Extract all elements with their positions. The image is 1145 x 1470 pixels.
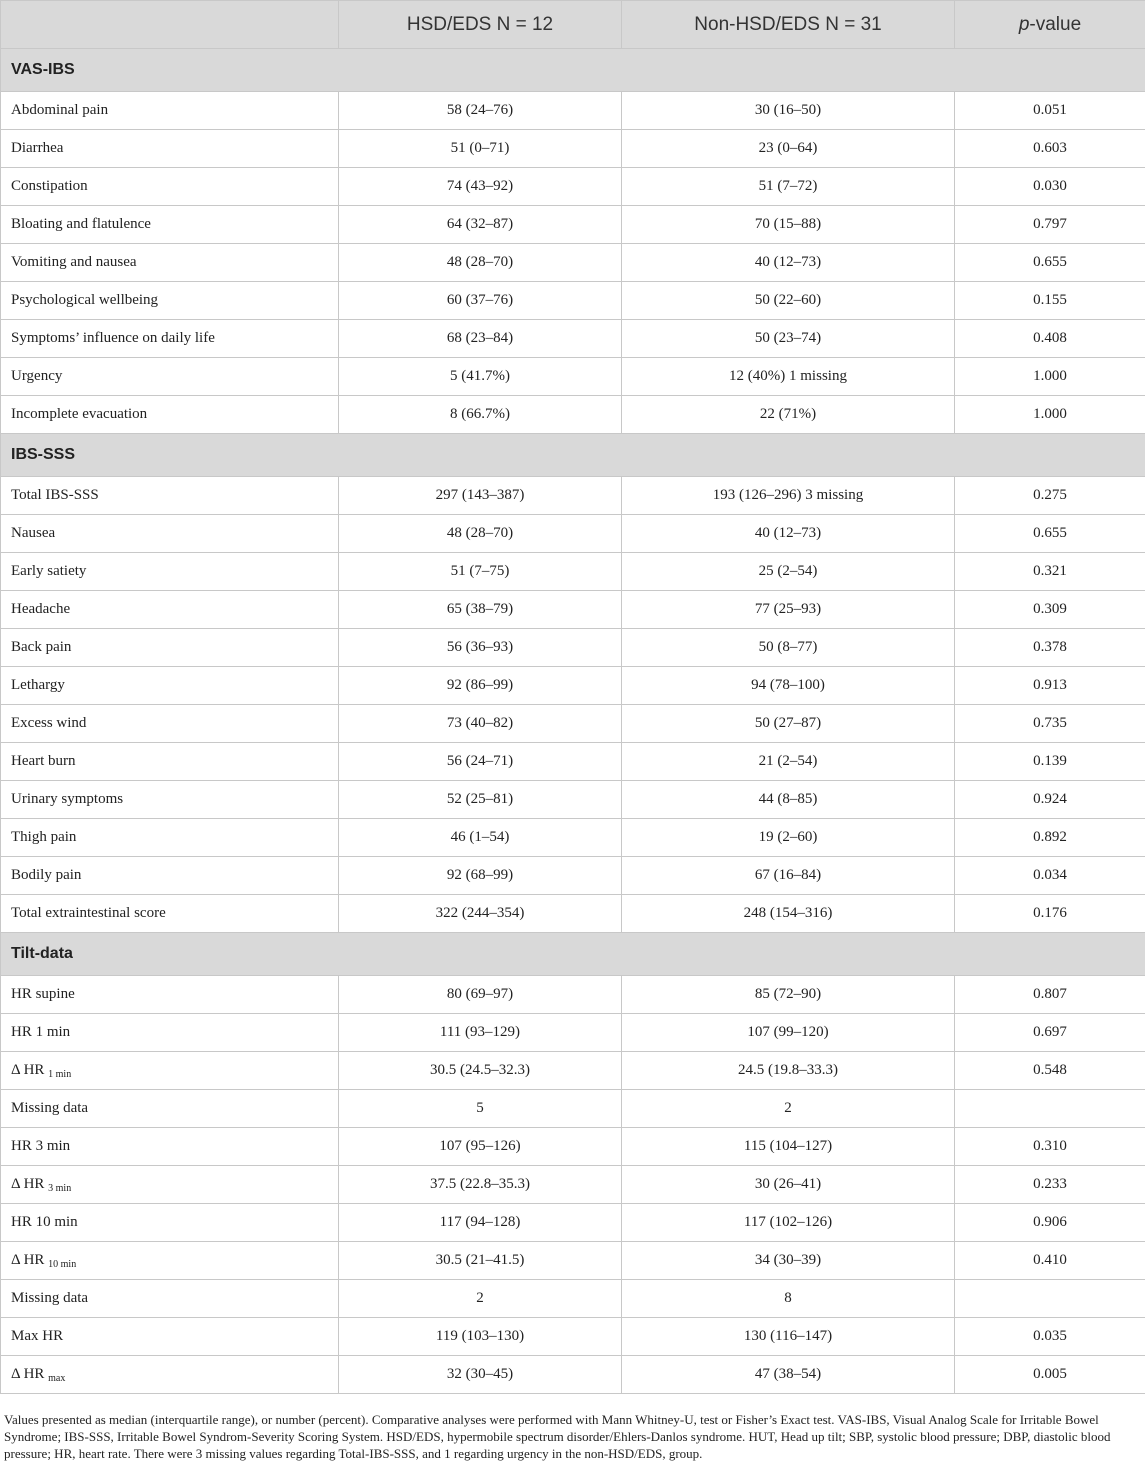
non-hsd-eds-value: 85 (72–90) [622,976,955,1014]
non-hsd-eds-value: 40 (12–73) [622,244,955,282]
table-footnote: Values presented as median (interquartile range), or number (percent). Comparative analyses were performed with Mann Whitney-U, test or Fisher’s Exact test. VAS-IBS, Visual Analog Scale for Irritable Bowel Syndrome; IBS-SSS, Irritable Bowel Syndrom-Severity Scoring System. HSD/EDS, hypermobile spectrum disorder/Ehlers-Danlos syndrome. HUT, Head up tilt; SBP, systolic blood pressure; DBP, diastolic blood pressure; HR, heart rate. There were 3 missing values regarding Total-IBS-SSS, and 1 regarding urgency in the non-HSD/EDS, group. [4,1412,1111,1461]
row-label-text: Δ HR [11,1365,45,1382]
p-value: 0.892 [955,819,1145,857]
row-label-text: Total extraintestinal score [11,905,166,921]
section-header-row [1,49,1145,92]
hsd-eds-value: 37.5 (22.8–35.3) [339,1166,622,1204]
row-label-text: Max HR [11,1328,64,1344]
p-value: 0.275 [955,477,1145,515]
row-label-text: Total IBS-SSS [11,487,99,503]
row-label [1,244,339,282]
table-row [1,1014,1145,1052]
row-label-text: Symptoms’ influence on daily life [11,330,215,346]
table-row [1,667,1145,705]
p-value: 0.310 [955,1128,1145,1166]
table-row [1,244,1145,282]
row-label-text: Headache [11,601,71,617]
hsd-eds-value: 2 [339,1280,622,1318]
hsd-eds-value: 74 (43–92) [339,168,622,206]
row-label [1,591,339,629]
table-row [1,1280,1145,1318]
hsd-eds-value: 64 (32–87) [339,206,622,244]
non-hsd-eds-value: 50 (22–60) [622,282,955,320]
p-value: 0.735 [955,705,1145,743]
p-value: 0.697 [955,1014,1145,1052]
table-row [1,819,1145,857]
row-label [1,705,339,743]
p-value: 0.051 [955,92,1145,130]
p-value: 0.321 [955,553,1145,591]
p-value: 1.000 [955,358,1145,396]
table-row [1,358,1145,396]
table-row [1,895,1145,933]
p-value: 0.655 [955,515,1145,553]
non-hsd-eds-value: 2 [622,1090,955,1128]
row-label-text: Incomplete evacuation [11,406,148,422]
non-hsd-eds-value: 12 (40%) 1 missing [622,358,955,396]
hsd-eds-value: 65 (38–79) [339,591,622,629]
row-label [1,206,339,244]
row-label [1,1280,339,1318]
non-hsd-eds-value: 21 (2–54) [622,743,955,781]
table-row [1,591,1145,629]
p-value: 0.924 [955,781,1145,819]
p-value: 0.005 [955,1356,1145,1394]
hsd-eds-value: 5 [339,1090,622,1128]
hsd-eds-value: 32 (30–45) [339,1356,622,1394]
row-label-text: Back pain [11,639,72,655]
table-row [1,477,1145,515]
p-value: 0.233 [955,1166,1145,1204]
p-italic: p [1018,13,1030,35]
row-label-text: Bloating and flatulence [11,216,151,232]
table-row [1,515,1145,553]
hsd-eds-value: 8 (66.7%) [339,396,622,434]
section-title: Tilt-data [1,933,1145,976]
hsd-eds-value: 46 (1–54) [339,819,622,857]
table-row [1,1090,1145,1128]
table-row [1,1242,1145,1280]
row-label-subscript: 10 min [48,1258,77,1270]
non-hsd-eds-value: 34 (30–39) [622,1242,955,1280]
row-label [1,1090,339,1128]
non-hsd-eds-value: 50 (23–74) [622,320,955,358]
non-hsd-eds-value: 193 (126–296) 3 missing [622,477,955,515]
table-row [1,743,1145,781]
hsd-eds-value: 117 (94–128) [339,1204,622,1242]
p-value: 0.913 [955,667,1145,705]
non-hsd-eds-value: 22 (71%) [622,396,955,434]
p-value: 0.030 [955,168,1145,206]
section-header-row [1,434,1145,477]
hsd-eds-value: 92 (68–99) [339,857,622,895]
p-value: 0.906 [955,1204,1145,1242]
row-label-text: Early satiety [11,563,87,579]
header-row [1,1,1145,49]
p-value: 0.408 [955,320,1145,358]
row-label [1,857,339,895]
hsd-eds-value: 80 (69–97) [339,976,622,1014]
row-label [1,819,339,857]
p-value: 0.139 [955,743,1145,781]
table-row [1,781,1145,819]
row-label-text: Urinary symptoms [11,791,124,807]
p-value: 0.410 [955,1242,1145,1280]
row-label-text: Δ HR [11,1061,45,1078]
hsd-eds-value: 92 (86–99) [339,667,622,705]
p-value: 0.155 [955,282,1145,320]
hsd-eds-value: 58 (24–76) [339,92,622,130]
table-row [1,320,1145,358]
row-label-text: Bodily pain [11,867,82,883]
p-value-suffix: -value [1029,13,1082,35]
row-label-text: Δ HR [11,1251,45,1268]
row-label-subscript: 3 min [48,1182,72,1194]
row-label-text: Missing data [11,1290,89,1306]
row-label [1,667,339,705]
non-hsd-eds-value: 23 (0–64) [622,130,955,168]
row-label [1,168,339,206]
non-hsd-eds-value: 67 (16–84) [622,857,955,895]
non-hsd-eds-value: 130 (116–147) [622,1318,955,1356]
hsd-eds-value: 297 (143–387) [339,477,622,515]
section-title: VAS-IBS [1,49,1145,92]
table-row [1,282,1145,320]
row-label-subscript: max [48,1372,66,1384]
p-value [955,1280,1145,1318]
row-label-text: HR 10 min [11,1214,78,1230]
row-label-text: Vomiting and nausea [11,254,137,270]
non-hsd-eds-value: 50 (8–77) [622,629,955,667]
row-label [1,781,339,819]
row-label-text: Heart burn [11,753,76,769]
non-hsd-eds-value: 70 (15–88) [622,206,955,244]
row-label-text: Constipation [11,178,88,194]
non-hsd-eds-value: 47 (38–54) [622,1356,955,1394]
table-row [1,857,1145,895]
hsd-eds-value: 30.5 (24.5–32.3) [339,1052,622,1090]
hsd-eds-value: 52 (25–81) [339,781,622,819]
hsd-eds-value: 68 (23–84) [339,320,622,358]
row-label-text: HR 1 min [11,1024,71,1040]
table-row [1,396,1145,434]
row-label [1,1204,339,1242]
row-label [1,477,339,515]
row-label-text: Nausea [11,525,56,541]
row-label [1,282,339,320]
row-label-text: Thigh pain [11,829,77,845]
non-hsd-eds-value: 117 (102–126) [622,1204,955,1242]
hsd-eds-value: 119 (103–130) [339,1318,622,1356]
non-hsd-eds-value: 30 (16–50) [622,92,955,130]
row-label [1,92,339,130]
non-hsd-eds-value: 40 (12–73) [622,515,955,553]
table-row [1,1052,1145,1090]
row-label [1,358,339,396]
table-row [1,1204,1145,1242]
row-label-text: Psychological wellbeing [11,292,159,308]
row-label [1,553,339,591]
section-title: IBS-SSS [1,434,1145,477]
p-value: 0.548 [955,1052,1145,1090]
table-body [1,49,1145,1394]
table-row [1,206,1145,244]
row-label-text: Excess wind [11,715,87,731]
table-row [1,976,1145,1014]
row-label-text: Abdominal pain [11,102,109,118]
p-value: 0.797 [955,206,1145,244]
row-label [1,515,339,553]
hsd-eds-value: 48 (28–70) [339,515,622,553]
p-value: 0.807 [955,976,1145,1014]
row-label [1,743,339,781]
hsd-eds-value: 56 (24–71) [339,743,622,781]
row-label-text: Δ HR [11,1175,45,1192]
row-label [1,1166,339,1204]
table-row [1,92,1145,130]
p-value [955,1090,1145,1128]
non-hsd-eds-value: 25 (2–54) [622,553,955,591]
row-label-text: HR supine [11,986,75,1002]
hsd-eds-value: 51 (7–75) [339,553,622,591]
hsd-eds-value: 56 (36–93) [339,629,622,667]
p-value: 0.603 [955,130,1145,168]
hsd-eds-value: 107 (95–126) [339,1128,622,1166]
row-label [1,1014,339,1052]
hsd-eds-value: 322 (244–354) [339,895,622,933]
p-value: 0.378 [955,629,1145,667]
table-row [1,1128,1145,1166]
section-header-row [1,933,1145,976]
table-row [1,553,1145,591]
row-label [1,1052,339,1090]
row-label [1,1128,339,1166]
non-hsd-eds-value: 30 (26–41) [622,1166,955,1204]
header-label-cell [1,1,339,49]
non-hsd-eds-value: 50 (27–87) [622,705,955,743]
non-hsd-eds-value: 77 (25–93) [622,591,955,629]
non-hsd-eds-value: 24.5 (19.8–33.3) [622,1052,955,1090]
non-hsd-eds-value: 51 (7–72) [622,168,955,206]
row-label-text: HR 3 min [11,1138,71,1154]
table-row [1,168,1145,206]
non-hsd-eds-value: 115 (104–127) [622,1128,955,1166]
p-value: 0.035 [955,1318,1145,1356]
p-value: 0.309 [955,591,1145,629]
row-label [1,130,339,168]
hsd-eds-value: 30.5 (21–41.5) [339,1242,622,1280]
table-row [1,1318,1145,1356]
row-label-text: Urgency [11,368,63,384]
non-hsd-eds-value: 8 [622,1280,955,1318]
hsd-eds-value: 73 (40–82) [339,705,622,743]
table-row [1,705,1145,743]
hsd-eds-value: 51 (0–71) [339,130,622,168]
header-p-value [955,1,1145,49]
p-value: 0.034 [955,857,1145,895]
table-row [1,1356,1145,1394]
header-hsd-eds: HSD/EDS N = 12 [339,1,622,49]
non-hsd-eds-value: 94 (78–100) [622,667,955,705]
row-label-subscript: 1 min [48,1068,72,1080]
hsd-eds-value: 60 (37–76) [339,282,622,320]
row-label [1,1242,339,1280]
row-label [1,1356,339,1394]
hsd-eds-value: 5 (41.7%) [339,358,622,396]
table-row [1,629,1145,667]
non-hsd-eds-value: 248 (154–316) [622,895,955,933]
row-label [1,629,339,667]
p-value: 0.176 [955,895,1145,933]
p-value: 0.655 [955,244,1145,282]
hsd-eds-value: 111 (93–129) [339,1014,622,1052]
header-non-hsd-eds: Non-HSD/EDS N = 31 [622,1,955,49]
row-label-text: Diarrhea [11,140,64,156]
row-label [1,396,339,434]
row-label [1,895,339,933]
row-label [1,1318,339,1356]
non-hsd-eds-value: 19 (2–60) [622,819,955,857]
row-label [1,976,339,1014]
hsd-eds-value: 48 (28–70) [339,244,622,282]
table-row [1,130,1145,168]
table-row [1,1166,1145,1204]
non-hsd-eds-value: 44 (8–85) [622,781,955,819]
row-label-text: Missing data [11,1100,89,1116]
row-label [1,320,339,358]
non-hsd-eds-value: 107 (99–120) [622,1014,955,1052]
p-value: 1.000 [955,396,1145,434]
row-label-text: Lethargy [11,677,65,693]
